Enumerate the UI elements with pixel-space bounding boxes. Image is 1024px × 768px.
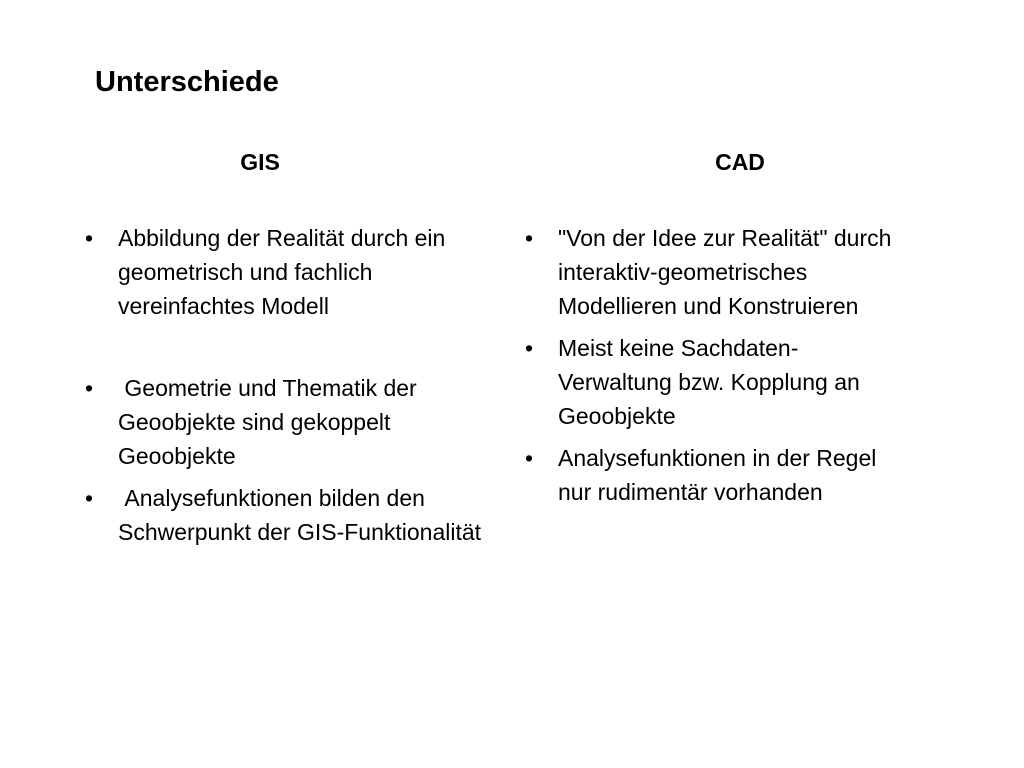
cad-bullet-text: Analysefunktionen in der Regel nur rudimentär vorhanden bbox=[558, 445, 877, 505]
bullet-icon: • bbox=[525, 335, 534, 361]
cad-bullet-text: Meist keine Sachdaten-Verwaltung bzw. Kopplung an Geoobjekte bbox=[558, 335, 860, 429]
cad-bullet-item bbox=[520, 441, 903, 509]
gis-bullet-item bbox=[80, 221, 483, 323]
bullet-icon: • bbox=[525, 445, 534, 471]
bullet-icon: • bbox=[85, 375, 94, 401]
gis-bullet-item bbox=[80, 371, 483, 473]
gis-bullet-text: Geometrie und Thematik der Geoobjekte sind gekoppelt Geoobjekte bbox=[118, 375, 424, 469]
slide-title: Unterschiede bbox=[95, 66, 279, 98]
cad-bullet-item bbox=[520, 331, 903, 433]
gis-column-heading: GIS bbox=[240, 149, 280, 175]
cad-bullet-text: "Von der Idee zur Realität" durch interaktiv-geometrisches Modellieren und Konstruieren bbox=[558, 225, 892, 319]
gis-bullet-text: Analysefunktionen bilden den Schwerpunkt der GIS-Funktionalität bbox=[118, 485, 482, 545]
cad-bullet-list bbox=[520, 221, 940, 517]
bullet-icon: • bbox=[85, 225, 94, 251]
gis-bullet-item bbox=[80, 481, 483, 549]
bullet-icon: • bbox=[85, 485, 94, 511]
gis-bullet-text: Abbildung der Realität durch ein geometrisch und fachlich vereinfachtes Modell bbox=[118, 225, 446, 319]
cad-bullet-item bbox=[520, 221, 903, 323]
gis-bullet-list bbox=[80, 221, 500, 549]
cad-column-heading: CAD bbox=[715, 149, 765, 175]
bullet-icon: • bbox=[525, 225, 534, 251]
